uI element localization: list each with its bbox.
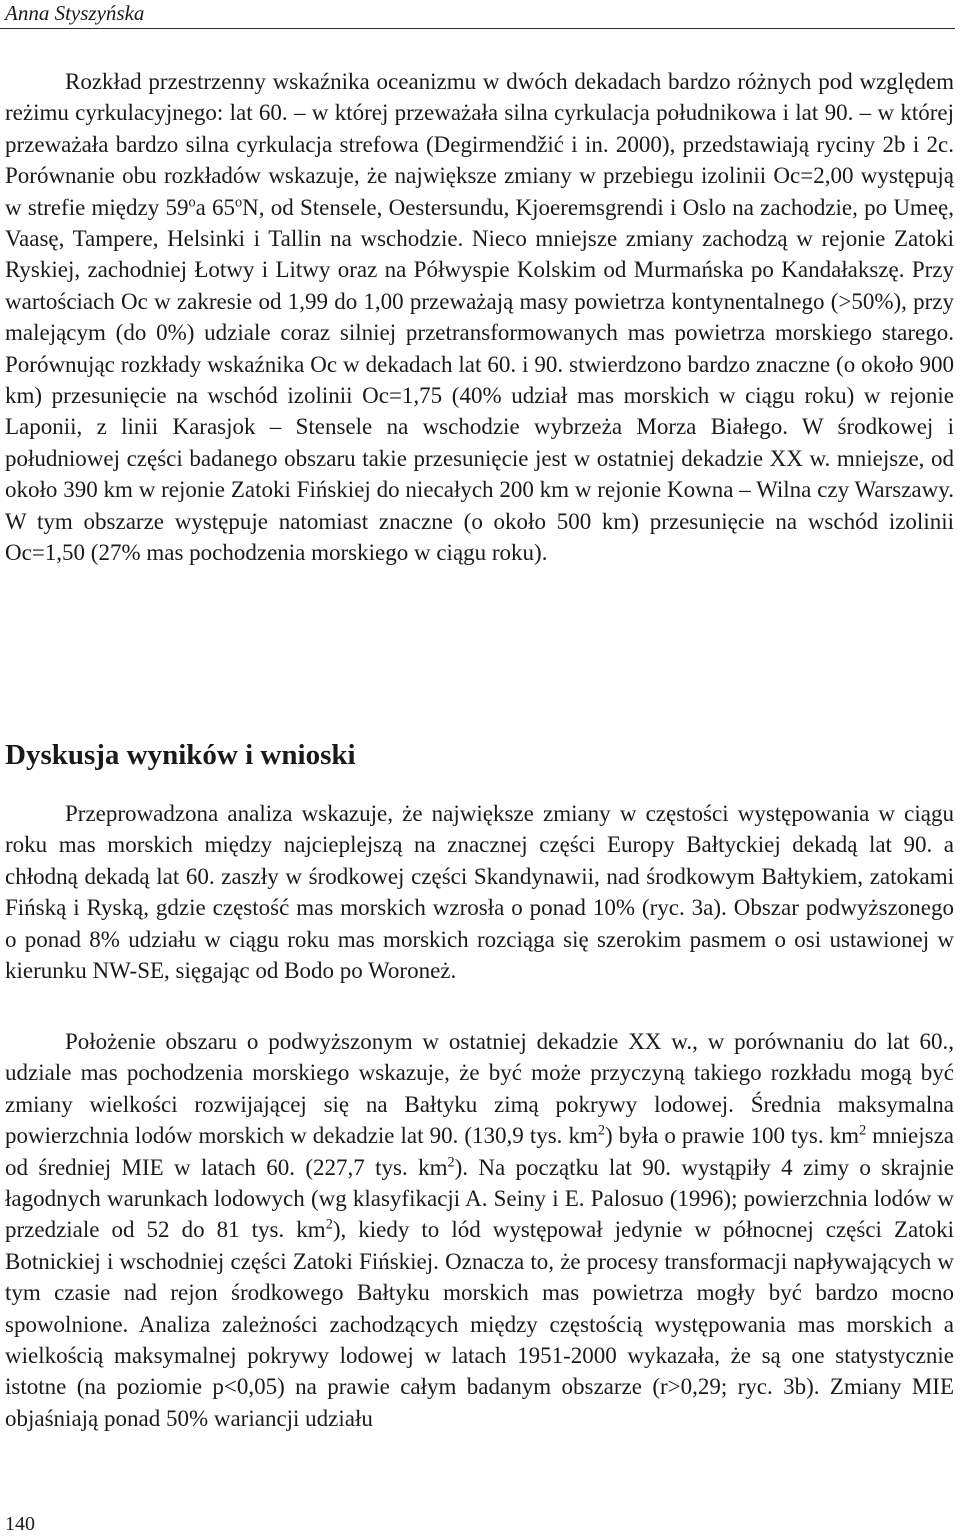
section-heading: Dyskusja wyników i wnioski [5,739,356,771]
header-rule [0,28,955,29]
body-paragraph-1: Rozkład przestrzenny wskaźnika oceanizmu w dwóch dekadach bardzo różnych pod względem reżimu cyrkulacyjnego: lat 60. – w której przeważała silna cyrkulacja południkowa i lat 90. – w której przeważała bardzo silna cyrkulacja strefowa (Degirmendžić i in. 2000), przedstawiają ryciny 2b i 2c. Porównanie obu rozkładów wskazuje, że największe zmiany w przebiegu izolinii Oc=2,00 występują w strefie między 59$^o$a 65$^o$N, od Stensele, Oestersundu, Kjoeremsgrendi i Oslo na zachodzie, po Umeę, Vaasę, Tampere, Helsinki i Tallin na wschodzie. Nieco mniejsze zmiany zachodzą w rejonie Zatoki Ryskiej, zachodniej Łotwy i Litwy oraz na Półwyspie Kolskim od Murmańska po Kandałakszę. Przy wartościach Oc w zakresie od 1,99 do 1,00 przeważają masy powietrza kontynentalnego (>50%), przy malejącym (do 0%) udziale coraz silniej przetransformowanych mas powietrza morskiego starego. Porównując rozkłady wskaźnika Oc w dekadach lat 60. i 90. stwierdzono bardzo znaczne (o około 900 km) przesunięcie na wschód izolinii Oc=1,75 (40% udział mas morskich w ciągu roku) w rejonie Laponii, z linii Karasjok – Stensele na wschodzie wybrzeża Morza Białego. W środkowej i południowej części badanego obszaru takie przesunięcie jest w ostatniej dekadzie XX w. mniejsze, od około 390 km w rejonie Zatoki Fińskiej do niecałych 200 km w rejonie Kowna – Wilna czy Warszawy. W tym obszarze występuje natomiast znaczne (o około 500 km) przesunięcie na wschód izolinii Oc=1,50 (27% mas pochodzenia morskiego w ciągu roku). [5,69,954,566]
body-paragraph-3: Położenie obszaru o podwyższonym w ostatniej dekadzie XX w., w porównaniu do lat 60., udziale mas pochodzenia morskiego wskazuje, że być może przyczyną takiego rozkładu mogą być zmiany wielkości rozwijającej się na Bałtyku zimą pokrywy lodowej. Średnia maksymalna powierzchnia lodów morskich w dekadzie lat 90. (130,9 tys. $km^2$) była o prawie 100 tys. $km^2$ mniejsza od średniej MIE w latach 60. (227,7 tys. $km^2$). Na początku lat 90. wystąpiły 4 zimy o skrajnie łagodnych warunkach lodowych (wg klasyfikacji A. Seiny i E. Palosuo (1996); powierzchnia lodów w przedziale od 52 do 81 tys. $km^2$), kiedy to lód występował jedynie w północnej części Zatoki Botnickiej i wschodniej części Zatoki Fińskiej. Oznacza to, że procesy transformacji napływających w tym czasie nad rejon środkowego Bałtyku morskich mas powietrza mogły być bardzo mocno spowolnione. Analiza zależności zachodzących między częstością występowania mas morskich a wielkością maksymalnej pokrywy lodowej w latach 1951-2000 wykazała, że są one statystycznie istotne (na poziomie p<0,05) na prawie całym badanym obszarze (r>0,29; ryc. 3b). Zmiany MIE objaśniają ponad 50% wariancji udziału [5,1029,955,1431]
page-number: 140 [5,1513,35,1535]
running-header-author: Anna Styszyńska [5,1,145,25]
body-paragraph-2: Przeprowadzona analiza wskazuje, że największe zmiany w częstości występowania w ciągu roku mas morskich między najcieplejszą na znacznej części Europy Bałtyckiej dekadą lat 90. a chłodną dekadą lat 60. zaszły w środkowej części Skandynawii, nad środkowym Bałtykiem, zatokami Fińską i Ryską, gdzie częstość mas morskich wzrosła o ponad 10% (ryc. 3a). Obszar podwyższonego o ponad 8% udziału w ciągu roku mas morskich rozciąga się szerokim pasmem o osi ustawionej w kierunku NW-SE, sięgając od Bodo po Woroneż. [5,801,954,984]
